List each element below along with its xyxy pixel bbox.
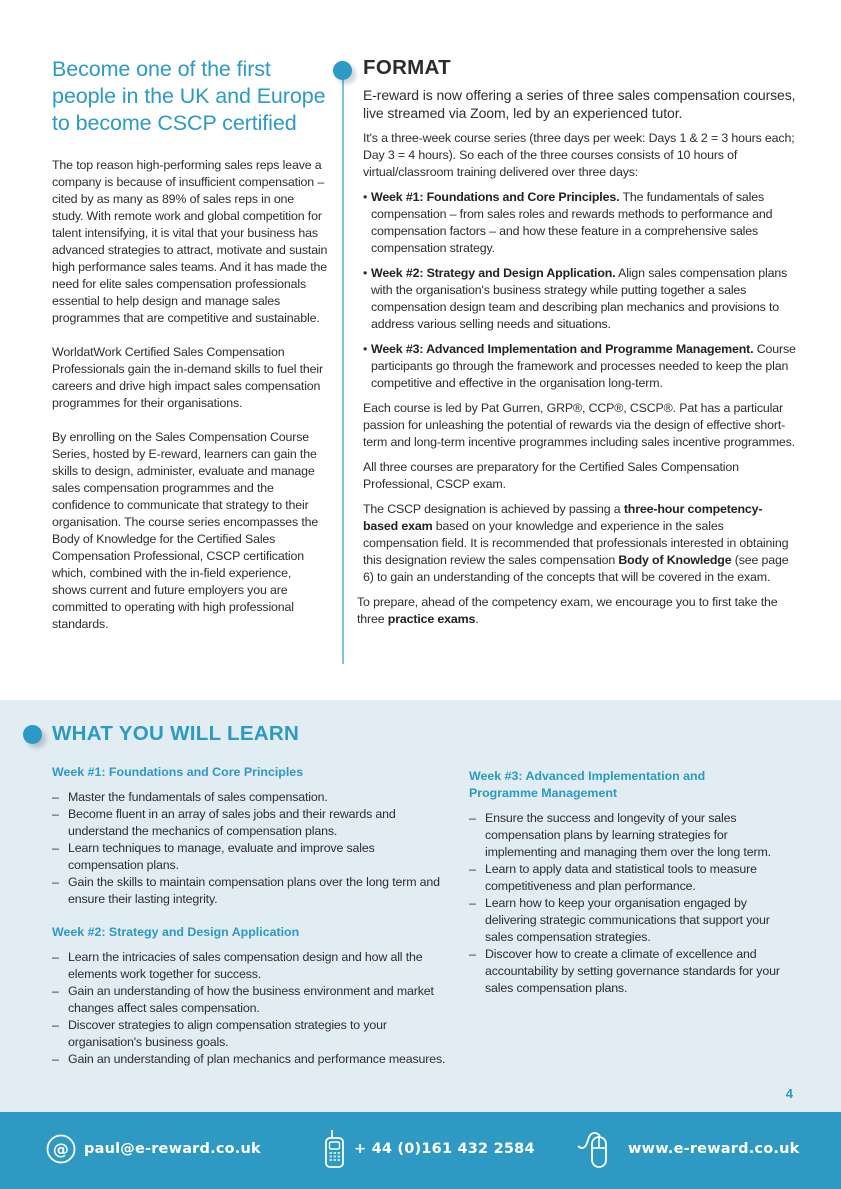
body-of-knowledge-emphasis: Body of Knowledge xyxy=(618,553,732,567)
designation-paragraph xyxy=(363,501,797,586)
list-item: – Discover strategies to align compensation strategies to your organisation's business goals. xyxy=(52,1017,447,1051)
intro-paragraph: WorldatWork Certified Sales Compensation Professionals gain the in-demand skills to fuel their careers and drive high impact sales compensation programmes for their organisations. xyxy=(52,345,323,410)
week-description: The fundamentals of sales compensation – from sales roles and rewards methods to performance and compensation factors – and how these feature in a comprehensive sales compensation strategy. xyxy=(371,190,773,255)
email-contact[interactable] xyxy=(46,1110,261,1187)
text: based on your knowledge and experience in the sales compensation field. It is recommended that professionals interested in obtaining this designation review the sales compensation xyxy=(363,519,789,567)
intro-paragraph: The top reason high-performing sales reps leave a company is because of insufficient compensation – cited by as many as 89% of sales reps in one study. With remote work and global competition for talent intensifying, it is vital that your business has advanced strategies to attract, motivate and sustain high performance sales teams. And it has made the need for elite sales compensation professionals essential to help design and manage sales programmes that are competitive and sustainable. xyxy=(52,158,328,325)
timeline-line xyxy=(342,70,344,664)
week-description: Course participants go through the framework and processes needed to keep the plan competitive and effective in the organisation long-term. xyxy=(371,342,796,390)
at-sign-icon xyxy=(46,1134,76,1164)
list-item: – Learn to apply data and statistical tools to measure competitiveness and plan performance. xyxy=(469,861,789,895)
week-heading: Week #2: Strategy and Design Application xyxy=(52,925,300,939)
learn-list xyxy=(52,949,447,1068)
learn-week-3 xyxy=(469,768,789,997)
list-item: – Discover how to create a climate of excellence and accountability by setting governance standards for your sales compensation plans. xyxy=(469,946,789,997)
preparatory-paragraph: All three courses are preparatory for the Certified Sales Compensation Professional, CSCP exam. xyxy=(363,460,739,491)
learn-week-2 xyxy=(52,924,447,1068)
circle-bullet-icon xyxy=(23,725,42,744)
text: (see page 6) to gain an understanding of the concepts that will be covered in the exam. xyxy=(363,553,789,584)
text: To prepare, ahead of the competency exam, we encourage you to first take the three xyxy=(357,595,778,626)
learn-week-1 xyxy=(52,764,447,908)
week-title: Week #2: Strategy and Design Application. xyxy=(371,266,616,280)
week-heading: Week #3: Advanced Implementation and Programme Management xyxy=(469,769,706,800)
intro-column xyxy=(52,56,328,633)
format-week-item xyxy=(363,265,797,333)
text: . xyxy=(475,612,479,626)
format-week-item xyxy=(363,341,797,392)
intro-paragraph: By enrolling on the Sales Compensation Course Series, hosted by E-reward, learners can gain the skills to design, administer, evaluate and manage sales compensation programmes and the confidence to communicate that strategy to their organisation. The course series encompasses the Body of Knowledge for the Certified Sales Compensation Professional, CSCP certification which, combined with the in-field experience, shows current and future employers you are committed to operating with high professional standards. xyxy=(52,430,319,631)
learn-list xyxy=(469,810,789,997)
learn-right-column xyxy=(469,768,789,997)
list-item: – Gain the skills to maintain compensation plans over the long term and ensure their lasting integrity. xyxy=(52,874,447,908)
list-item: – Learn techniques to manage, evaluate and improve sales compensation plans. xyxy=(52,840,447,874)
email-link[interactable]: paul@e-reward.co.uk xyxy=(84,1140,261,1157)
list-item: – Gain an understanding of how the business environment and market changes affect sales compensation. xyxy=(52,983,447,1017)
week-heading: Week #1: Foundations and Core Principles xyxy=(52,765,304,779)
tutor-paragraph: Each course is led by Pat Gurren, GRP®, CCP®, CSCP®. Pat has a particular passion for unleashing the potential of rewards via the design of effective short-term and long-term incentive programmes including sales incentive programmes. xyxy=(363,401,795,449)
prepare-paragraph xyxy=(357,594,797,628)
page-number: 4 xyxy=(785,1086,793,1101)
mobile-phone-icon xyxy=(324,1129,346,1169)
format-section xyxy=(357,56,797,628)
list-item: – Learn the intricacies of sales compensation design and how all the elements work together for success. xyxy=(52,949,447,983)
svg-text:@: @ xyxy=(52,1139,70,1158)
learn-left-column xyxy=(52,764,447,1068)
text: The CSCP designation is achieved by passing a xyxy=(363,502,624,516)
intro-headline: Become one of the first people in the UK and Europe to become CSCP certified xyxy=(52,57,326,135)
list-item: – Become fluent in an array of sales jobs and their rewards and understand the mechanics of compensation plans. xyxy=(52,806,447,840)
phone-contact[interactable] xyxy=(324,1110,535,1187)
format-week-item xyxy=(363,189,797,257)
learn-title: WHAT YOU WILL LEARN xyxy=(52,722,300,745)
week-title: Week #1: Foundations and Core Principles. xyxy=(371,190,620,204)
list-item: – Gain an understanding of plan mechanics and performance measures. xyxy=(52,1051,447,1068)
format-schedule: It's a three-week course series (three days per week: Days 1 & 2 = 3 hours each; Day 3 = 4 hours). So each of the three courses consists of 10 hours of virtual/classroom training delivered over three days: xyxy=(363,131,795,179)
format-title: FORMAT xyxy=(363,56,451,79)
phone-number[interactable]: + 44 (0)161 432 2584 xyxy=(354,1140,535,1157)
list-item: – Learn how to keep your organisation engaged by delivering strategic communications that support your sales compensation strategies. xyxy=(469,895,789,946)
format-week-list xyxy=(363,189,797,392)
website-contact[interactable] xyxy=(576,1110,799,1187)
learn-list xyxy=(52,789,447,908)
circle-bullet-icon xyxy=(333,61,352,80)
learn-section xyxy=(0,700,841,1112)
contact-footer xyxy=(0,1112,841,1189)
practice-exams-emphasis: practice exams xyxy=(387,612,476,626)
format-lead: E-reward is now offering a series of three sales compensation courses, live streamed via Zoom, led by an experienced tutor. xyxy=(363,87,796,121)
exam-emphasis: three-hour competency-based exam xyxy=(363,502,763,533)
week-title: Week #3: Advanced Implementation and Programme Management. xyxy=(371,342,754,356)
list-item: – Ensure the success and longevity of your sales compensation plans by learning strategies for implementing and managing them over the long term. xyxy=(469,810,789,861)
website-link[interactable]: www.e-reward.co.uk xyxy=(628,1140,800,1157)
week-description: Align sales compensation plans with the organisation's business strategy while putting together a sales compensation design team and describing plan mechanics and provisions to address various selling needs and situations. xyxy=(371,266,788,331)
computer-mouse-icon xyxy=(576,1128,620,1170)
list-item: – Master the fundamentals of sales compensation. xyxy=(52,789,447,806)
